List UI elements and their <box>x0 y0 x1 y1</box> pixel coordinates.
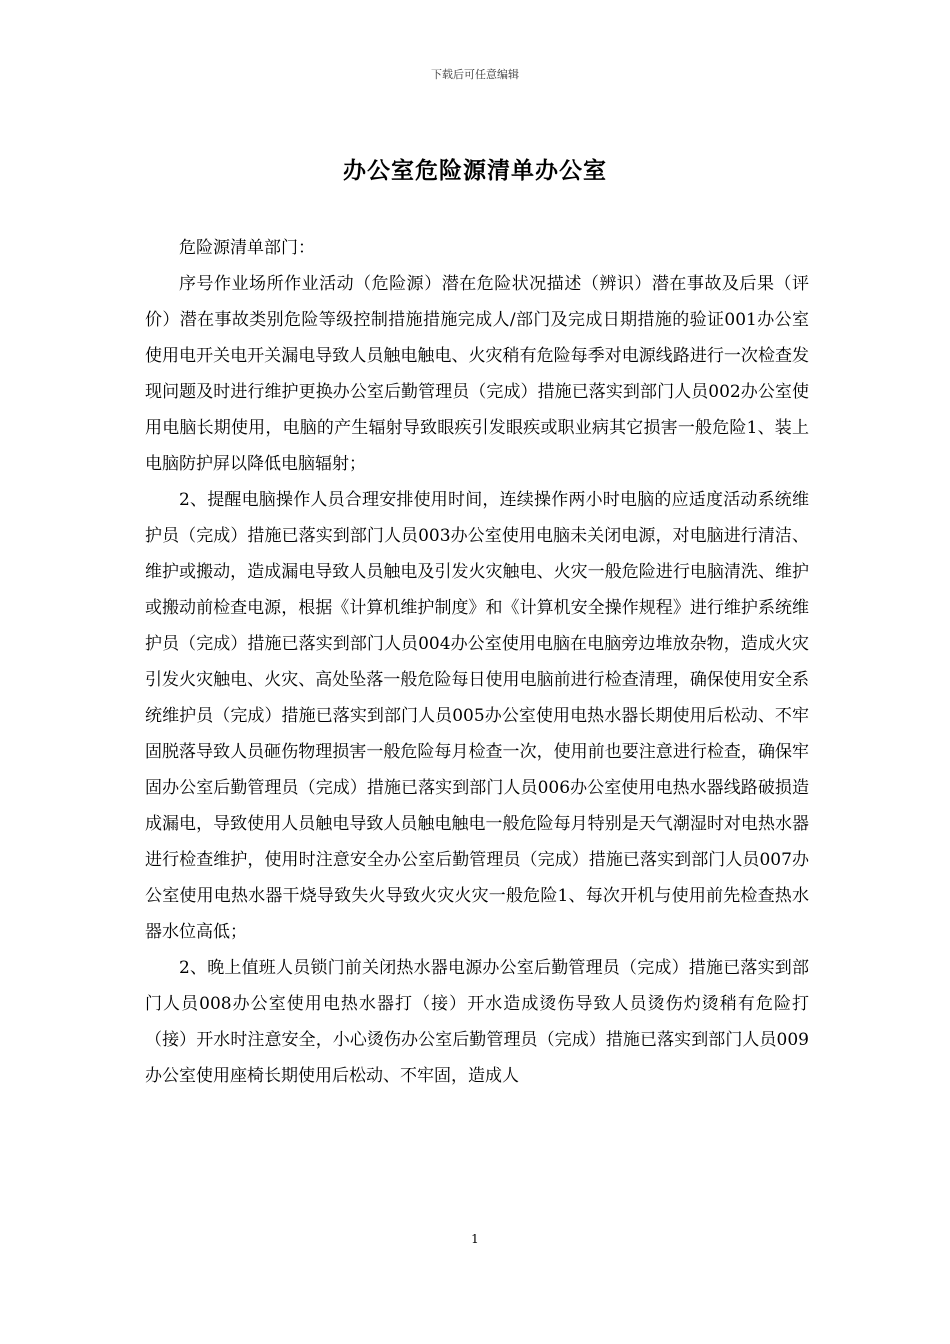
header-note: 下载后可任意编辑 <box>431 68 519 81</box>
paragraph-hazards-1: 序号作业场所作业活动（危险源）潜在危险状况描述（辨识）潜在事故及后果（评价）潜在事故类别危险等级控制措施措施完成人/部门及完成日期措施的验证001办公室使用电开关电开关漏电导致人员触电触电、火灾稍有危险每季对电源线路进行一次检查发现问题及时进行维护更换办公室后勤管理员（完成）措施已落实到部门人员002办公室使用电脑长期使用，电脑的产生辐射导致眼疾引发眼疾或职业病其它损害一般危险1、装上电脑防护屏以降低电脑辐射； <box>145 274 809 474</box>
document-body <box>145 230 809 1094</box>
page-number: 1 <box>471 1232 479 1246</box>
document-title: 办公室危险源清单办公室 <box>343 157 607 184</box>
paragraph-hazards-2: 2、提醒电脑操作人员合理安排使用时间，连续操作两小时电脑的应适度活动系统维护员（完成）措施已落实到部门人员003办公室使用电脑未关闭电源，对电脑进行清洁、维护或搬动，造成漏电导致人员触电及引发火灾触电、火灾一般危险进行电脑清洗、维护或搬动前检查电源，根据《计算机维护制度》和《计算机安全操作规程》进行维护系统维护员（完成）措施已落实到部门人员004办公室使用电脑在电脑旁边堆放杂物，造成火灾引发火灾触电、火灾、高处坠落一般危险每日使用电脑前进行检查清理，确保使用安全系统维护员（完成）措施已落实到部门人员005办公室使用电热水器长期使用后松动、不牢固脱落导致人员砸伤物理损害一般危险每月检查一次，使用前也要注意进行检查，确保牢固办公室后勤管理员（完成）措施已落实到部门人员006办公室使用电热水器线路破损造成漏电，导致使用人员触电导致人员触电触电一般危险每月特别是天气潮湿时对电热水器进行检查维护，使用时注意安全办公室后勤管理员（完成）措施已落实到部门人员007办公室使用电热水器干烧导致失火导致火灾火灾一般危险1、每次开机与使用前先检查热水器水位高低； <box>145 490 809 942</box>
paragraph-hazards-3: 2、晚上值班人员锁门前关闭热水器电源办公室后勤管理员（完成）措施已落实到部门人员008办公室使用电热水器打（接）开水造成烫伤导致人员烫伤灼烫稍有危险打（接）开水时注意安全，小心烫伤办公室后勤管理员（完成）措施已落实到部门人员009办公室使用座椅长期使用后松动、不牢固，造成人 <box>145 958 809 1086</box>
paragraph-department: 危险源清单部门： <box>179 238 315 258</box>
